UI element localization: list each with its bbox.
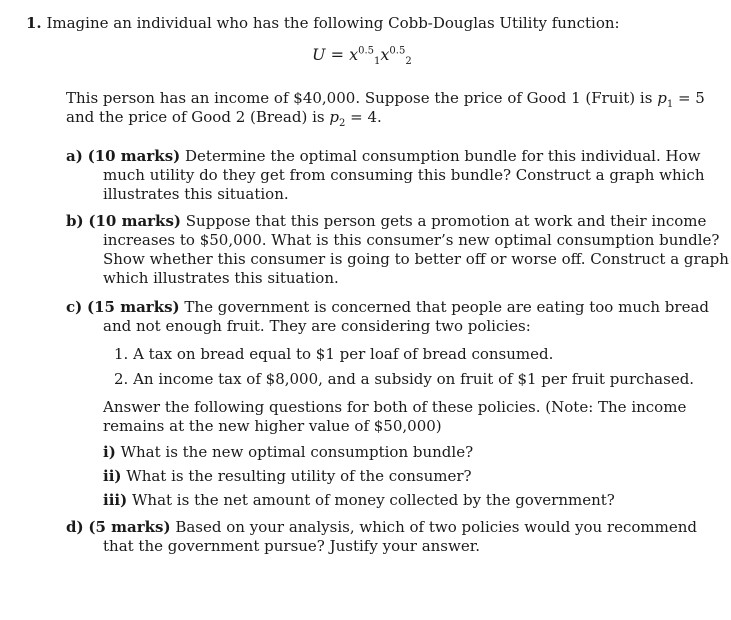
subquestion: i) What is the new optimal consumption bundle? xyxy=(103,443,474,461)
part-c-line: and not enough fruit. They are considering two policies: xyxy=(103,317,531,335)
part-b: b) (10 marks) Suppose that this person gets a promotion at work and their income xyxy=(66,212,707,230)
question-intro-text: Imagine an individual who has the following Cobb-Douglas Utility function: xyxy=(46,14,620,32)
utility-formula: $U = x^{0.5}_1x^{0.5}_2$ xyxy=(312,45,412,68)
subquestion: ii) What is the resulting utility of the consumer? xyxy=(103,467,472,485)
income-line-1: This person has an income of $40,000. Suppose the price of Good 1 (Fruit) is $p_1 = 5$ xyxy=(66,89,705,110)
part-a: a) (10 marks) Determine the optimal consumption bundle for this individual. How xyxy=(66,147,701,165)
part-d: d) (5 marks) Based on your analysis, which of two policies would you recommend xyxy=(66,518,697,536)
part-c-note: Answer the following questions for both of these policies. (Note: The income xyxy=(103,398,687,416)
part-c-note: remains at the new higher value of $50,000) xyxy=(103,417,442,435)
part-b-line: which illustrates this situation. xyxy=(103,269,339,287)
question-number: 1. xyxy=(26,14,42,32)
part-a-line: much utility do they get from consuming this bundle? Construct a graph which xyxy=(103,166,705,184)
policy-item: 2. An income tax of $8,000, and a subsidy on fruit of $1 per fruit purchased. xyxy=(114,370,695,388)
part-d-line: that the government pursue? Justify your answer. xyxy=(103,537,481,555)
policy-item: 1. A tax on bread equal to $1 per loaf of bread consumed. xyxy=(114,345,554,363)
question-intro xyxy=(26,14,620,33)
part-b-line: Show whether this consumer is going to better off or worse off. Construct a graph xyxy=(103,250,729,268)
part-b-line: increases to $50,000. What is this consumer’s new optimal consumption bundle? xyxy=(103,231,720,249)
income-line-2: and the price of Good 2 (Bread) is $p_2 = 4$. xyxy=(66,108,382,129)
subquestion: iii) What is the net amount of money collected by the government? xyxy=(103,491,615,509)
part-a-line: illustrates this situation. xyxy=(103,185,289,203)
part-c: c) (15 marks) The government is concerned that people are eating too much bread xyxy=(66,298,709,316)
